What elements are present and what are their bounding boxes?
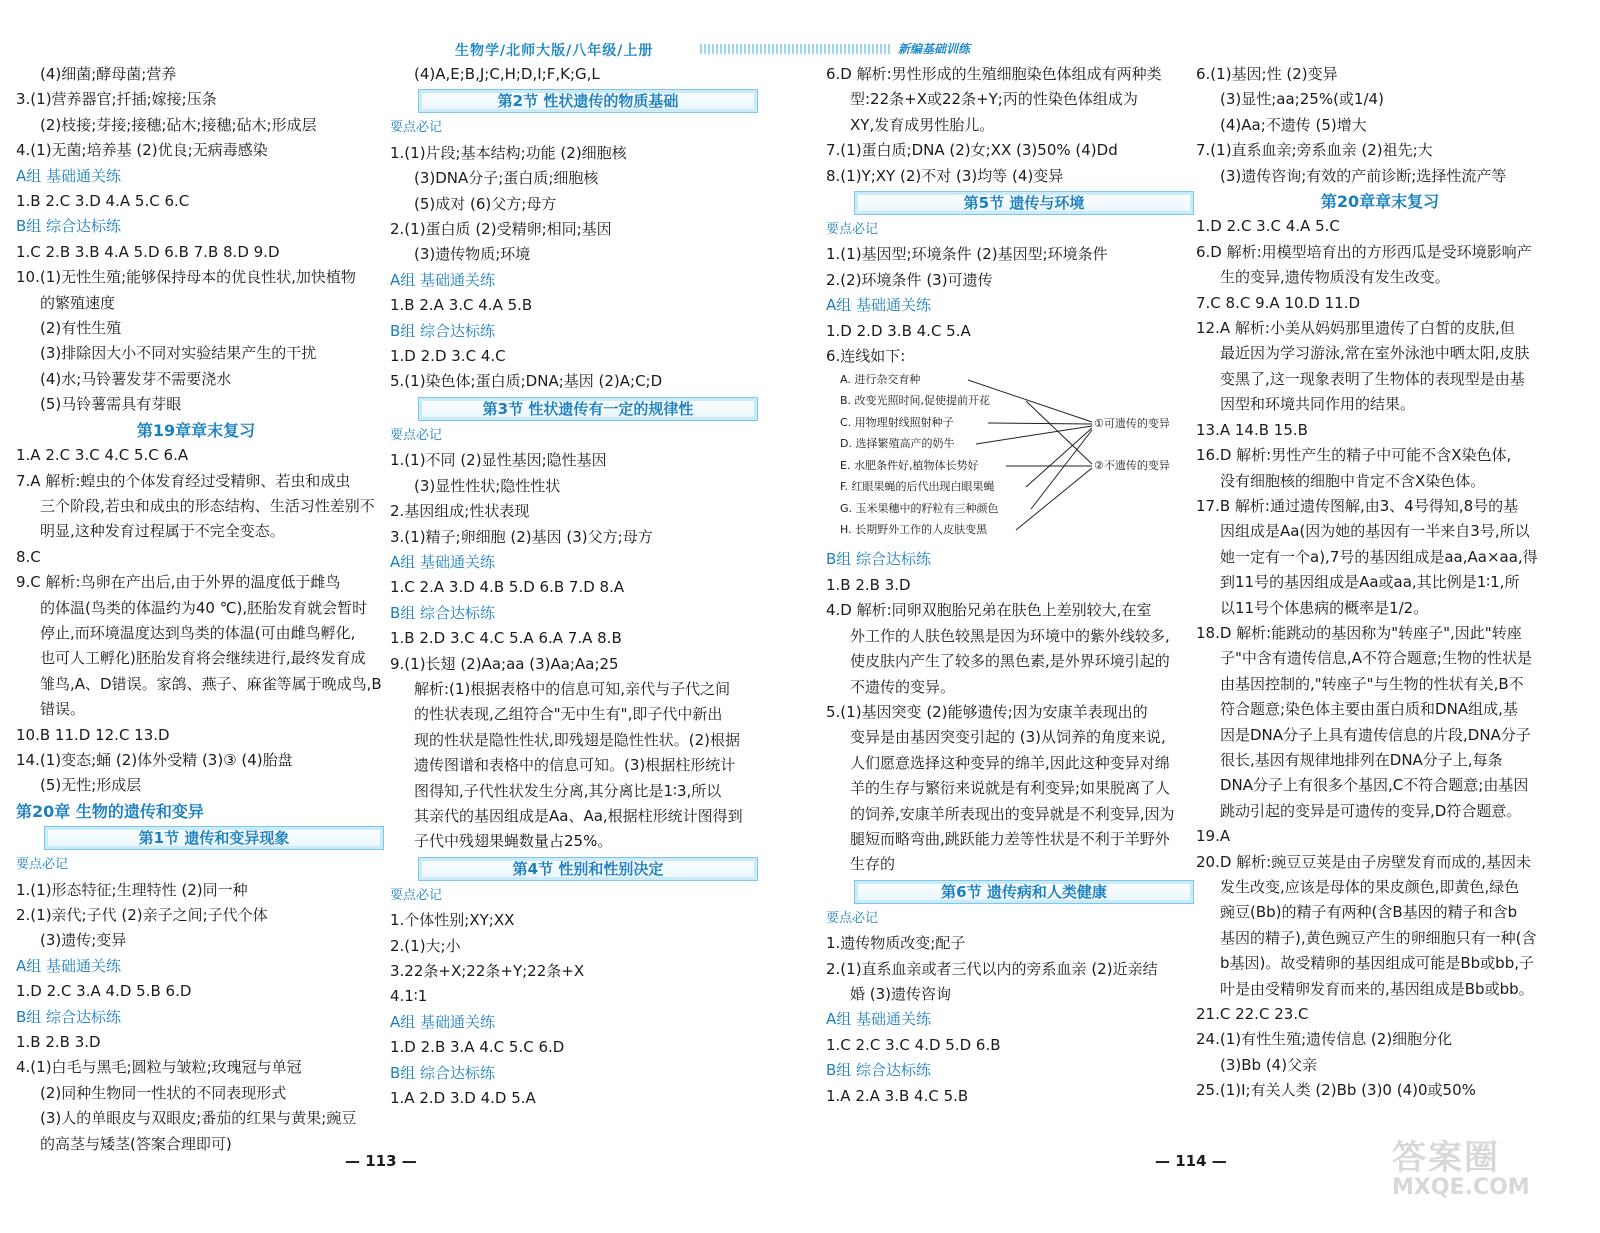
- group-heading: A组 基础通关练: [390, 270, 496, 289]
- section-heading: 第1节 遗传和变异现象: [44, 826, 384, 850]
- answer-line: 3.22条+X;22条+Y;22条+X: [390, 962, 585, 980]
- diagram-item: D. 选择繁殖高产的奶牛: [840, 437, 955, 451]
- group-heading: B组 综合达标练: [16, 217, 122, 236]
- key-points-label: 要点必记: [826, 222, 879, 238]
- answer-line: 1.D 2.B 3.A 4.C 5.C 6.D: [390, 1038, 565, 1057]
- answer-line: 4.(1)无菌;培养基 (2)优良;无病毒感染: [16, 141, 268, 160]
- answer-line: 也可人工孵化)胚胎发育将会继续进行,最终发育成: [40, 649, 366, 668]
- section-heading: 第5节 遗传与环境: [854, 191, 1194, 215]
- answer-line: 现的性状是隐性性状,即残翅是隐性性状。(2)根据: [414, 730, 741, 749]
- answer-line: 她一定有一个a),7号的基因组成是aa,Aa×aa,得: [1220, 547, 1538, 566]
- answer-line: 5.(1)染色体;蛋白质;DNA;基因 (2)A;C;D: [390, 372, 663, 391]
- answer-line: 21.C 22.C 23.C: [1196, 1005, 1309, 1024]
- answer-line: 8.(1)Y;XY (2)不对 (3)均等 (4)变异: [826, 166, 1064, 185]
- answer-line: (4)细菌;酵母菌;营养: [40, 65, 177, 83]
- group-heading: A组 基础通关练: [16, 956, 122, 975]
- group-heading: B组 综合达标练: [16, 1007, 122, 1026]
- answer-line: 1.(1)不同 (2)显性基因;隐性基因: [390, 451, 607, 470]
- section-heading: 第4节 性别和性别决定: [418, 857, 758, 881]
- answer-line: 2.(1)大;小: [390, 936, 461, 955]
- answer-line: 很长,基因有规律地排列在DNA分子上,每条: [1220, 750, 1503, 769]
- answer-line: 明显,这种发育过程属于不完全变态。: [40, 522, 285, 541]
- chapter-review-heading: 第20章章末复习: [1320, 192, 1440, 212]
- answer-line: 14.(1)变态;蛹 (2)体外受精 (3)③ (4)胎盘: [16, 750, 293, 769]
- answer-line: 24.(1)有性生殖;遗传信息 (2)细胞分化: [1196, 1030, 1453, 1049]
- answer-line: 1.B 2.C 3.D 4.A 5.C 6.C: [16, 192, 190, 211]
- answer-line: 的体温(鸟类的体温约为40 ℃),胚胎发育就会暂时: [40, 598, 368, 617]
- diagram-item: C. 用物理射线照射种子: [840, 416, 954, 430]
- answer-line: (4)水;马铃薯发芽不需要浇水: [40, 369, 232, 388]
- answer-line: 20.D 解析:豌豆豆荚是由子房壁发育而成的,基因未: [1196, 852, 1531, 871]
- answer-line: 5.(1)基因突变 (2)能够遗传;因为安康羊表现出的: [826, 702, 1148, 721]
- answer-line: 1.C 2.C 3.C 4.D 5.D 6.B: [826, 1035, 1001, 1054]
- answer-line: 错误。: [40, 700, 86, 719]
- key-points-label: 要点必记: [390, 887, 443, 903]
- diagram-target: ②不遗传的变异: [1094, 459, 1170, 473]
- group-heading: B组 综合达标练: [390, 321, 496, 340]
- section-heading: 第6节 遗传病和人类健康: [854, 880, 1194, 904]
- book-title: 生物学/北师大版/八年级/上册: [455, 43, 654, 59]
- column-3: [826, 62, 1186, 1109]
- answer-line: 遗传图谱和表格中的信息可知。(3)根据柱形统计: [414, 756, 736, 775]
- group-heading: A组 基础通关练: [826, 1010, 932, 1029]
- answer-line: 因是DNA分子上具有遗传信息的片段,DNA分子: [1220, 725, 1531, 744]
- header-decoration: [700, 44, 890, 54]
- answer-line: 6.D 解析:用模型培育出的方形西瓜是受环境影响产: [1196, 242, 1532, 261]
- key-points-label: 要点必记: [826, 910, 879, 926]
- answer-line: 1.B 2.D 3.C 4.C 5.A 6.A 7.A 8.B: [390, 629, 622, 648]
- answer-line: 外工作的人肤色较黑是因为环境中的紫外线较多,: [850, 626, 1170, 645]
- diagram-item: A. 进行杂交育种: [840, 373, 921, 387]
- answer-line: (4)A,E;B,J;C,H;D,I;F,K;G,L: [414, 65, 600, 83]
- answer-line: (2)枝接;芽接;接穗;砧木;接穗;砧木;形成层: [40, 115, 317, 134]
- column-4: [1196, 62, 1564, 1104]
- answer-line: 2.(1)亲代;子代 (2)亲子之间;子代个体: [16, 906, 268, 924]
- answer-line: (3)遗传咨询;有效的产前诊断;选择性流产等: [1220, 166, 1507, 185]
- diagram-item: F. 红眼果蝇的后代出现白眼果蝇: [840, 480, 995, 494]
- answer-line: 1.B 2.B 3.D: [826, 575, 911, 594]
- answer-line: 6.(1)基因;性 (2)变异: [1196, 65, 1338, 83]
- group-heading: B组 综合达标练: [390, 1063, 496, 1082]
- answer-line: 1.C 2.A 3.D 4.B 5.D 6.B 7.D 8.A: [390, 578, 625, 597]
- answer-line: (5)马铃薯需具有芽眼: [40, 395, 182, 414]
- column-1: [16, 62, 382, 1157]
- answer-line: 发生改变,应该是母体的果皮颜色,即黄色,绿色: [1220, 878, 1520, 896]
- answer-line: 17.B 解析:通过遗传图解,由3、4号得知,8号的基: [1196, 496, 1519, 515]
- answer-line: 16.D 解析:男性产生的精子中可能不含X染色体,: [1196, 446, 1512, 465]
- answer-line: 1.(1)片段;基本结构;功能 (2)细胞核: [390, 143, 627, 162]
- answer-line: 图得知,子代性状发生分离,其分离比是1∶3,所以: [414, 781, 722, 800]
- column-2: [390, 62, 755, 1111]
- answer-line: 2.(2)环境条件 (3)可遗传: [826, 270, 993, 289]
- answer-line: 1.(1)基因型;环境条件 (2)基因型;环境条件: [826, 245, 1108, 264]
- answer-line: 生的变异,遗传物质没有发生改变。: [1220, 268, 1450, 287]
- answer-line: 停止,而环境温度达到鸟类的体温(可由雌鸟孵化,: [40, 623, 356, 642]
- answer-line: 最近因为学习游泳,常在室外泳池中晒太阳,皮肤: [1220, 344, 1530, 363]
- answer-line: 1.D 2.D 3.B 4.C 5.A: [826, 321, 971, 340]
- group-heading: B组 综合达标练: [826, 550, 932, 569]
- diagram-item: H. 长期野外工作的人皮肤变黑: [840, 523, 988, 537]
- answer-line: 的繁殖速度: [40, 293, 116, 312]
- page-number-right: — 114 —: [1155, 1152, 1227, 1170]
- answer-line: (3)遗传;变异: [40, 931, 127, 950]
- answer-line: 19.A: [1196, 827, 1231, 846]
- answer-line: 子代中残翅果蝇数量占25%。: [414, 832, 613, 851]
- answer-line: 的性状表现,乙组符合"无中生有",即子代中新出: [414, 705, 723, 724]
- key-points-label: 要点必记: [16, 857, 69, 873]
- answer-line: (2)同种生物同一性状的不同表现形式: [40, 1083, 287, 1102]
- chapter-review-heading: 第19章章末复习: [136, 420, 256, 440]
- answer-line: 的饲养,安康羊所表现出的变异就是不利变异,因为: [850, 804, 1175, 823]
- answer-line: 1.B 2.A 3.C 4.A 5.B: [390, 296, 533, 315]
- answer-line: 1.C 2.B 3.B 4.A 5.D 6.B 7.B 8.D 9.D: [16, 242, 280, 261]
- answer-line: 4.D 解析:同卵双胞胎兄弟在肤色上差别较大,在室: [826, 601, 1152, 620]
- answer-line: 腿短而略弯曲,跳跃能力差等性状是不利于羊野外: [850, 829, 1170, 848]
- answer-line: (5)成对 (6)父方;母方: [414, 194, 557, 213]
- answer-line: 6.连线如下:: [826, 347, 906, 366]
- answer-line: XY,发育成男性胎儿。: [850, 115, 995, 134]
- group-heading: A组 基础通关练: [16, 166, 122, 185]
- answer-line: DNA分子上有很多个基因,C不符合题意;由基因: [1220, 776, 1529, 795]
- answer-line: 婚 (3)遗传咨询: [850, 984, 952, 1003]
- answer-line: 型:22条+X或22条+Y;丙的性染色体组成为: [850, 90, 1138, 109]
- answer-line: 的高茎与矮茎(答案合理即可): [40, 1134, 232, 1153]
- answer-line: 叶是由受精卵发育而来的,基因组成是Bb或bb。: [1220, 979, 1534, 998]
- watermark-logo: 答案圈: [1392, 1138, 1500, 1178]
- answer-line: (3)Bb (4)父亲: [1220, 1055, 1318, 1074]
- answer-line: 1.遗传物质改变;配子: [826, 934, 966, 953]
- answer-line: 因组成是Aa(因为她的基因有一半来自3号,所以: [1220, 522, 1530, 541]
- chapter-heading: 第20章 生物的遗传和变异: [16, 801, 204, 821]
- answer-line: (3)显性;aa;25%(或1/4): [1220, 90, 1384, 109]
- answer-line: 25.(1)Ⅰ;有关人类 (2)Bb (3)0 (4)0或50%: [1196, 1081, 1476, 1100]
- answer-line: 因型和环境共同作用的结果。: [1220, 395, 1416, 414]
- section-heading: 第2节 性状遗传的物质基础: [418, 89, 758, 113]
- group-heading: A组 基础通关练: [826, 296, 932, 315]
- diagram-target: ①可遗传的变异: [1094, 417, 1170, 431]
- answer-line: (2)有性生殖: [40, 319, 122, 338]
- answer-line: (3)人的单眼皮与双眼皮;番茄的红果与黄果;豌豆: [40, 1109, 357, 1128]
- answer-line: 1.D 2.C 3.C 4.A 5.C: [1196, 217, 1340, 236]
- answer-line: 符合题意;染色体主要由蛋白质和DNA组成,基: [1220, 700, 1518, 719]
- answer-line: 4.1∶1: [390, 987, 428, 1006]
- answer-line: 基因的精子),黄色豌豆产生的卵细胞只有一种(含: [1220, 928, 1537, 947]
- answer-line: b基因)。故受精卵的基因组成可能是Bb或bb,子: [1220, 954, 1534, 973]
- brand-name: 新编基础训练: [898, 42, 971, 56]
- page-header: [0, 0, 1600, 70]
- answer-line: 没有细胞核的细胞中肯定不含X染色体。: [1220, 471, 1486, 490]
- answer-line: 10.B 11.D 12.C 13.D: [16, 725, 170, 744]
- answer-line: 其亲代的基因组成是Aa、Aa,根据柱形统计图得到: [414, 806, 743, 825]
- answer-line: 9.C 解析:鸟卵在产出后,由于外界的温度低于雌鸟: [16, 573, 341, 592]
- matching-diagram: [826, 369, 1186, 547]
- answer-line: 6.D 解析:男性形成的生殖细胞染色体组成有两种类: [826, 65, 1162, 83]
- answer-line: 1.D 2.C 3.A 4.D 5.B 6.D: [16, 982, 192, 1001]
- answer-line: 4.(1)白毛与黑毛;圆粒与皱粒;玫瑰冠与单冠: [16, 1058, 302, 1077]
- answer-line: 2.基因组成;性状表现: [390, 502, 530, 521]
- answer-line: 解析:(1)根据表格中的信息可知,亲代与子代之间: [414, 679, 731, 698]
- watermark-url: MXQE.COM: [1392, 1175, 1530, 1200]
- answer-line: 7.A 解析:蝗虫的个体发育经过受精卵、若虫和成虫: [16, 471, 351, 490]
- diagram-item: G. 玉米果穗中的籽粒有三种颜色: [840, 502, 999, 516]
- answer-line: 跳动引起的变异是可遗传的变异,D符合题意。: [1220, 801, 1522, 820]
- answer-line: 7.(1)蛋白质;DNA (2)女;XX (3)50% (4)Dd: [826, 141, 1118, 160]
- key-points-label: 要点必记: [390, 427, 443, 443]
- answer-line: 1.A 2.D 3.D 4.D 5.A: [390, 1089, 536, 1108]
- group-heading: A组 基础通关练: [390, 552, 496, 571]
- answer-line: (3)DNA分子;蛋白质;细胞核: [414, 169, 599, 188]
- answer-line: 1.D 2.D 3.C 4.C: [390, 347, 506, 366]
- answer-line: (3)排除因大小不同对实验结果产生的干扰: [40, 344, 317, 363]
- answer-line: 13.A 14.B 15.B: [1196, 420, 1308, 439]
- answer-line: 豌豆(Bb)的精子有两种(含B基因的精子和含b: [1220, 903, 1518, 922]
- diagram-item: B. 改变光照时间,促使提前开花: [840, 394, 991, 408]
- answer-line: 1.A 2.C 3.C 4.C 5.C 6.A: [16, 446, 189, 465]
- answer-line: 子"中含有遗传信息,A不符合题意;生物的性状是: [1220, 649, 1532, 668]
- answer-line: 12.A 解析:小美从妈妈那里遗传了白皙的皮肤,但: [1196, 319, 1515, 338]
- diagram-item: E. 水肥条件好,植物体长势好: [840, 459, 979, 473]
- answer-line: 7.(1)直系血亲;旁系血亲 (2)祖先;大: [1196, 141, 1433, 160]
- answer-line: 由基因控制的,"转座子"与生物的性状有关,B不: [1220, 674, 1524, 693]
- answer-line: 不遗传的变异。: [850, 677, 956, 696]
- answer-line: 1.个体性别;XY;XX: [390, 911, 515, 930]
- answer-line: 8.C: [16, 547, 41, 566]
- answer-line: 以11号个体患病的概率是1/2。: [1220, 598, 1429, 617]
- answer-line: (5)无性;形成层: [40, 776, 142, 795]
- answer-line: (3)显性性状;隐性性状: [414, 476, 561, 495]
- key-points-label: 要点必记: [390, 120, 443, 136]
- group-heading: B组 综合达标练: [826, 1061, 932, 1080]
- answer-line: (4)Aa;不遗传 (5)增大: [1220, 115, 1367, 134]
- answer-line: 3.(1)营养器官;扦插;嫁接;压条: [16, 90, 217, 109]
- answer-line: 三个阶段,若虫和成虫的形态结构、生活习性差别不: [40, 496, 375, 515]
- answer-line: 1.B 2.B 3.D: [16, 1033, 101, 1052]
- answer-line: (3)遗传物质;环境: [414, 245, 531, 264]
- answer-line: 到11号的基因组成是Aa或aa,其比例是1∶1,所: [1220, 573, 1520, 592]
- answer-line: 9.(1)长翅 (2)Aa;aa (3)Aa;Aa;25: [390, 654, 619, 673]
- answer-line: 羊的生存与繁衍来说就是有利变异;如果脱离了人: [850, 779, 1171, 798]
- answer-line: 1.A 2.A 3.B 4.C 5.B: [826, 1086, 969, 1105]
- answer-line: 雏鸟,A、D错误。家鸽、燕子、麻雀等属于晚成鸟,B: [40, 674, 382, 693]
- answer-line: 2.(1)蛋白质 (2)受精卵;相同;基因: [390, 220, 612, 239]
- answer-line: 3.(1)精子;卵细胞 (2)基因 (3)父方;母方: [390, 527, 653, 546]
- answer-line: 1.(1)形态特征;生理特性 (2)同一种: [16, 880, 248, 899]
- answer-line: 变黑了,这一现象表明了生物体的表现型是由基: [1220, 369, 1525, 388]
- group-heading: B组 综合达标练: [390, 603, 496, 622]
- answer-line: 2.(1)直系血亲或者三代以内的旁系血亲 (2)近亲结: [826, 959, 1158, 978]
- page-number-left: — 113 —: [345, 1152, 417, 1170]
- answer-line: 使皮肤内产生了较多的黑色素,是外界环境引起的: [850, 652, 1170, 671]
- answer-line: 18.D 解析:能跳动的基因称为"转座子",因此"转座: [1196, 623, 1522, 642]
- group-heading: A组 基础通关练: [390, 1012, 496, 1031]
- answer-line: 生存的: [850, 855, 896, 874]
- answer-line: 10.(1)无性生殖;能够保持母本的优良性状,加快植物: [16, 268, 356, 287]
- answer-line: 7.C 8.C 9.A 10.D 11.D: [1196, 293, 1361, 312]
- answer-line: 变异是由基因突变引起的 (3)从饲养的角度来说,: [850, 728, 1166, 747]
- section-heading: 第3节 性状遗传有一定的规律性: [418, 397, 758, 421]
- answer-line: 人们愿意选择这种变异的绵羊,因此这种变异对绵: [850, 753, 1170, 772]
